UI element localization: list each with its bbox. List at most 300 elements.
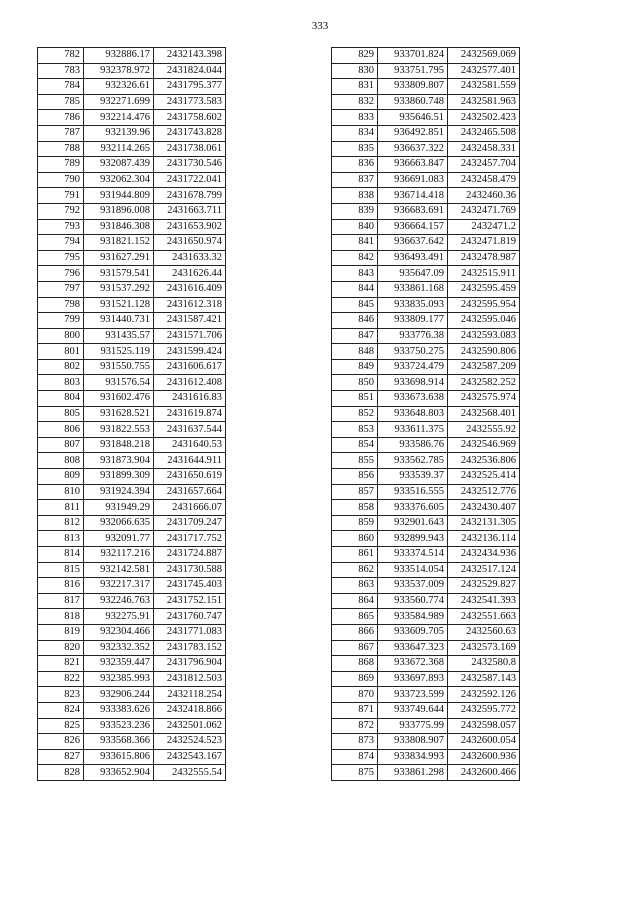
y-coordinate-cell: 2431644.911	[154, 453, 226, 469]
table-row	[38, 469, 226, 485]
y-coordinate-cell: 2431824.044	[154, 63, 226, 79]
point-number-cell: 824	[38, 702, 84, 718]
table-row	[38, 406, 226, 422]
y-coordinate-cell: 2432418.866	[154, 702, 226, 718]
y-coordinate-cell: 2431666.07	[154, 500, 226, 516]
point-number-cell: 831	[332, 79, 378, 95]
x-coordinate-cell: 933673.638	[378, 391, 448, 407]
y-coordinate-cell: 2432529.827	[448, 578, 520, 594]
table-row	[38, 593, 226, 609]
point-number-cell: 834	[332, 125, 378, 141]
table-row	[38, 640, 226, 656]
table-row	[38, 453, 226, 469]
y-coordinate-cell: 2432573.169	[448, 640, 520, 656]
table-row	[38, 624, 226, 640]
point-number-cell: 852	[332, 406, 378, 422]
table-row	[38, 266, 226, 282]
table-row	[38, 765, 226, 781]
y-coordinate-cell: 2432546.969	[448, 437, 520, 453]
table-row	[38, 391, 226, 407]
point-number-cell: 848	[332, 344, 378, 360]
table-row	[38, 297, 226, 313]
x-coordinate-cell: 932214.476	[84, 110, 154, 126]
x-coordinate-cell: 932275.91	[84, 609, 154, 625]
x-coordinate-cell: 931821.152	[84, 235, 154, 251]
x-coordinate-cell: 935647.09	[378, 266, 448, 282]
point-number-cell: 842	[332, 250, 378, 266]
table-row	[38, 157, 226, 173]
x-coordinate-cell: 932246.763	[84, 593, 154, 609]
point-number-cell: 806	[38, 422, 84, 438]
x-coordinate-cell: 933609.705	[378, 624, 448, 640]
y-coordinate-cell: 2431619.874	[154, 406, 226, 422]
x-coordinate-cell: 933537.009	[378, 578, 448, 594]
point-number-cell: 793	[38, 219, 84, 235]
y-coordinate-cell: 2431599.424	[154, 344, 226, 360]
x-coordinate-cell: 936493.491	[378, 250, 448, 266]
y-coordinate-cell: 2432458.331	[448, 141, 520, 157]
x-coordinate-cell: 931944.809	[84, 188, 154, 204]
y-coordinate-cell: 2432457.704	[448, 157, 520, 173]
table-row	[332, 749, 520, 765]
x-coordinate-cell: 933568.366	[84, 734, 154, 750]
y-coordinate-cell: 2432430.407	[448, 500, 520, 516]
point-number-cell: 843	[332, 266, 378, 282]
table-row	[332, 391, 520, 407]
table-row	[332, 562, 520, 578]
x-coordinate-cell: 931521.128	[84, 297, 154, 313]
x-coordinate-cell: 932087.439	[84, 157, 154, 173]
table-row	[38, 578, 226, 594]
point-number-cell: 862	[332, 562, 378, 578]
point-number-cell: 792	[38, 203, 84, 219]
table-row	[38, 515, 226, 531]
y-coordinate-cell: 2431612.318	[154, 297, 226, 313]
point-number-cell: 860	[332, 531, 378, 547]
point-number-cell: 856	[332, 469, 378, 485]
point-number-cell: 870	[332, 687, 378, 703]
x-coordinate-cell: 933808.907	[378, 734, 448, 750]
table-row	[38, 344, 226, 360]
table-row	[38, 359, 226, 375]
y-coordinate-cell: 2431743.828	[154, 125, 226, 141]
x-coordinate-cell: 932062.304	[84, 172, 154, 188]
table-row	[332, 422, 520, 438]
x-coordinate-cell: 932385.993	[84, 671, 154, 687]
table-row	[332, 328, 520, 344]
y-coordinate-cell: 2432131.305	[448, 515, 520, 531]
coordinates-table-left	[37, 47, 226, 781]
point-number-cell: 827	[38, 749, 84, 765]
y-coordinate-cell: 2431612.408	[154, 375, 226, 391]
y-coordinate-cell: 2432555.92	[448, 422, 520, 438]
x-coordinate-cell: 933751.795	[378, 63, 448, 79]
y-coordinate-cell: 2431616.409	[154, 281, 226, 297]
x-coordinate-cell: 931579.541	[84, 266, 154, 282]
point-number-cell: 794	[38, 235, 84, 251]
point-number-cell: 785	[38, 94, 84, 110]
table-row	[332, 515, 520, 531]
table-row	[38, 313, 226, 329]
y-coordinate-cell: 2432434.936	[448, 547, 520, 563]
x-coordinate-cell: 931627.291	[84, 250, 154, 266]
table-row	[38, 48, 226, 64]
y-coordinate-cell: 2432592.126	[448, 687, 520, 703]
y-coordinate-cell: 2432525.414	[448, 469, 520, 485]
x-coordinate-cell: 933539.37	[378, 469, 448, 485]
y-coordinate-cell: 2432593.083	[448, 328, 520, 344]
table-row	[38, 734, 226, 750]
y-coordinate-cell: 2431663.711	[154, 203, 226, 219]
y-coordinate-cell: 2431653.902	[154, 219, 226, 235]
y-coordinate-cell: 2431626.44	[154, 266, 226, 282]
table-row	[38, 702, 226, 718]
y-coordinate-cell: 2432595.459	[448, 281, 520, 297]
table-row	[332, 531, 520, 547]
point-number-cell: 782	[38, 48, 84, 64]
table-row	[38, 749, 226, 765]
x-coordinate-cell: 933383.626	[84, 702, 154, 718]
x-coordinate-cell: 931949.29	[84, 500, 154, 516]
point-number-cell: 858	[332, 500, 378, 516]
point-number-cell: 788	[38, 141, 84, 157]
x-coordinate-cell: 932899.943	[378, 531, 448, 547]
x-coordinate-cell: 932217.317	[84, 578, 154, 594]
x-coordinate-cell: 931550.755	[84, 359, 154, 375]
y-coordinate-cell: 2432512.776	[448, 484, 520, 500]
point-number-cell: 807	[38, 437, 84, 453]
y-coordinate-cell: 2432587.143	[448, 671, 520, 687]
point-number-cell: 811	[38, 500, 84, 516]
x-coordinate-cell: 933697.893	[378, 671, 448, 687]
point-number-cell: 798	[38, 297, 84, 313]
point-number-cell: 790	[38, 172, 84, 188]
y-coordinate-cell: 2431717.752	[154, 531, 226, 547]
point-number-cell: 800	[38, 328, 84, 344]
table-row	[332, 656, 520, 672]
y-coordinate-cell: 2432551.663	[448, 609, 520, 625]
point-number-cell: 787	[38, 125, 84, 141]
y-coordinate-cell: 2432543.167	[154, 749, 226, 765]
x-coordinate-cell: 932271.699	[84, 94, 154, 110]
x-coordinate-cell: 932886.17	[84, 48, 154, 64]
point-number-cell: 801	[38, 344, 84, 360]
x-coordinate-cell: 932901.643	[378, 515, 448, 531]
x-coordinate-cell: 933647.323	[378, 640, 448, 656]
point-number-cell: 855	[332, 453, 378, 469]
point-number-cell: 864	[332, 593, 378, 609]
x-coordinate-cell: 931525.119	[84, 344, 154, 360]
x-coordinate-cell: 933648.803	[378, 406, 448, 422]
x-coordinate-cell: 932066.635	[84, 515, 154, 531]
x-coordinate-cell: 932378.972	[84, 63, 154, 79]
table-row	[38, 110, 226, 126]
table-row	[332, 359, 520, 375]
x-coordinate-cell: 933861.168	[378, 281, 448, 297]
table-row	[38, 235, 226, 251]
table-row	[38, 547, 226, 563]
point-number-cell: 840	[332, 219, 378, 235]
y-coordinate-cell: 2432465.508	[448, 125, 520, 141]
x-coordinate-cell: 933750.275	[378, 344, 448, 360]
y-coordinate-cell: 2431678.799	[154, 188, 226, 204]
point-number-cell: 851	[332, 391, 378, 407]
table-row	[332, 235, 520, 251]
point-number-cell: 814	[38, 547, 84, 563]
point-number-cell: 799	[38, 313, 84, 329]
table-row	[332, 79, 520, 95]
point-number-cell: 859	[332, 515, 378, 531]
page-number: 333	[311, 20, 329, 32]
table-row	[332, 453, 520, 469]
y-coordinate-cell: 2431730.546	[154, 157, 226, 173]
point-number-cell: 874	[332, 749, 378, 765]
table-row	[38, 188, 226, 204]
x-coordinate-cell: 931435.57	[84, 328, 154, 344]
table-row	[38, 281, 226, 297]
y-coordinate-cell: 2432595.046	[448, 313, 520, 329]
point-number-cell: 816	[38, 578, 84, 594]
y-coordinate-cell: 2431730.588	[154, 562, 226, 578]
y-coordinate-cell: 2432590.806	[448, 344, 520, 360]
point-number-cell: 825	[38, 718, 84, 734]
x-coordinate-cell: 936637.322	[378, 141, 448, 157]
y-coordinate-cell: 2432471.2	[448, 219, 520, 235]
point-number-cell: 854	[332, 437, 378, 453]
y-coordinate-cell: 2431752.151	[154, 593, 226, 609]
table-row	[332, 437, 520, 453]
table-row	[332, 344, 520, 360]
point-number-cell: 797	[38, 281, 84, 297]
x-coordinate-cell: 932326.61	[84, 79, 154, 95]
y-coordinate-cell: 2431771.083	[154, 624, 226, 640]
x-coordinate-cell: 931628.521	[84, 406, 154, 422]
table-row	[332, 687, 520, 703]
y-coordinate-cell: 2432471.819	[448, 235, 520, 251]
point-number-cell: 826	[38, 734, 84, 750]
table-row	[38, 94, 226, 110]
x-coordinate-cell: 936492.851	[378, 125, 448, 141]
point-number-cell: 810	[38, 484, 84, 500]
y-coordinate-cell: 2432595.954	[448, 297, 520, 313]
table-row	[332, 281, 520, 297]
point-number-cell: 796	[38, 266, 84, 282]
table-row	[332, 734, 520, 750]
x-coordinate-cell: 933775.99	[378, 718, 448, 734]
x-coordinate-cell: 933374.514	[378, 547, 448, 563]
x-coordinate-cell: 936664.157	[378, 219, 448, 235]
table-row	[38, 203, 226, 219]
y-coordinate-cell: 2432600.054	[448, 734, 520, 750]
y-coordinate-cell: 2431812.503	[154, 671, 226, 687]
y-coordinate-cell: 2431637.544	[154, 422, 226, 438]
table-row	[332, 500, 520, 516]
table-row	[332, 219, 520, 235]
y-coordinate-cell: 2432517.124	[448, 562, 520, 578]
y-coordinate-cell: 2432575.974	[448, 391, 520, 407]
x-coordinate-cell: 931602.476	[84, 391, 154, 407]
point-number-cell: 857	[332, 484, 378, 500]
point-number-cell: 795	[38, 250, 84, 266]
table-row	[38, 437, 226, 453]
x-coordinate-cell: 933809.177	[378, 313, 448, 329]
y-coordinate-cell: 2431650.619	[154, 469, 226, 485]
point-number-cell: 809	[38, 469, 84, 485]
coordinates-table-right	[331, 47, 520, 781]
table-row	[38, 141, 226, 157]
table-row	[38, 250, 226, 266]
y-coordinate-cell: 2432471.769	[448, 203, 520, 219]
y-coordinate-cell: 2432118.254	[154, 687, 226, 703]
x-coordinate-cell: 935646.51	[378, 110, 448, 126]
table-row	[332, 624, 520, 640]
x-coordinate-cell: 933724.479	[378, 359, 448, 375]
point-number-cell: 875	[332, 765, 378, 781]
y-coordinate-cell: 2432478.987	[448, 250, 520, 266]
x-coordinate-cell: 933723.599	[378, 687, 448, 703]
table-row	[38, 531, 226, 547]
point-number-cell: 820	[38, 640, 84, 656]
x-coordinate-cell: 933809.807	[378, 79, 448, 95]
table-row	[332, 702, 520, 718]
table-row	[332, 94, 520, 110]
x-coordinate-cell: 931846.308	[84, 219, 154, 235]
x-coordinate-cell: 933516.555	[378, 484, 448, 500]
table-row	[332, 188, 520, 204]
x-coordinate-cell: 933523.236	[84, 718, 154, 734]
y-coordinate-cell: 2432600.466	[448, 765, 520, 781]
x-coordinate-cell: 932114.265	[84, 141, 154, 157]
point-number-cell: 837	[332, 172, 378, 188]
x-coordinate-cell: 931924.394	[84, 484, 154, 500]
y-coordinate-cell: 2431760.747	[154, 609, 226, 625]
x-coordinate-cell: 932142.581	[84, 562, 154, 578]
y-coordinate-cell: 2432524.523	[154, 734, 226, 750]
y-coordinate-cell: 2431587.421	[154, 313, 226, 329]
table-row	[38, 484, 226, 500]
point-number-cell: 832	[332, 94, 378, 110]
y-coordinate-cell: 2431738.061	[154, 141, 226, 157]
point-number-cell: 866	[332, 624, 378, 640]
point-number-cell: 791	[38, 188, 84, 204]
point-number-cell: 835	[332, 141, 378, 157]
table-row	[38, 609, 226, 625]
table-row	[332, 172, 520, 188]
point-number-cell: 819	[38, 624, 84, 640]
point-number-cell: 783	[38, 63, 84, 79]
table-row	[332, 609, 520, 625]
table-row	[332, 718, 520, 734]
x-coordinate-cell: 933776.38	[378, 328, 448, 344]
y-coordinate-cell: 2431758.602	[154, 110, 226, 126]
x-coordinate-cell: 933615.806	[84, 749, 154, 765]
x-coordinate-cell: 931440.731	[84, 313, 154, 329]
y-coordinate-cell: 2432458.479	[448, 172, 520, 188]
table-row	[332, 266, 520, 282]
y-coordinate-cell: 2431724.887	[154, 547, 226, 563]
point-number-cell: 845	[332, 297, 378, 313]
x-coordinate-cell: 932332.352	[84, 640, 154, 656]
x-coordinate-cell: 936683.691	[378, 203, 448, 219]
x-coordinate-cell: 932906.244	[84, 687, 154, 703]
y-coordinate-cell: 2431722.041	[154, 172, 226, 188]
table-row	[38, 687, 226, 703]
point-number-cell: 869	[332, 671, 378, 687]
y-coordinate-cell: 2432587.209	[448, 359, 520, 375]
y-coordinate-cell: 2432143.398	[154, 48, 226, 64]
point-number-cell: 849	[332, 359, 378, 375]
y-coordinate-cell: 2432595.772	[448, 702, 520, 718]
x-coordinate-cell: 931873.904	[84, 453, 154, 469]
y-coordinate-cell: 2431616.83	[154, 391, 226, 407]
table-row	[332, 297, 520, 313]
x-coordinate-cell: 933652.904	[84, 765, 154, 781]
x-coordinate-cell: 933834.993	[378, 749, 448, 765]
table-row	[38, 500, 226, 516]
table-row	[332, 63, 520, 79]
y-coordinate-cell: 2432460.36	[448, 188, 520, 204]
y-coordinate-cell: 2432502.423	[448, 110, 520, 126]
y-coordinate-cell: 2432560.63	[448, 624, 520, 640]
table-row	[332, 157, 520, 173]
table-row	[332, 484, 520, 500]
point-number-cell: 872	[332, 718, 378, 734]
point-number-cell: 817	[38, 593, 84, 609]
x-coordinate-cell: 933860.748	[378, 94, 448, 110]
x-coordinate-cell: 936637.642	[378, 235, 448, 251]
table-row	[38, 219, 226, 235]
y-coordinate-cell: 2431773.583	[154, 94, 226, 110]
point-number-cell: 812	[38, 515, 84, 531]
y-coordinate-cell: 2432569.069	[448, 48, 520, 64]
point-number-cell: 836	[332, 157, 378, 173]
table-row	[38, 125, 226, 141]
y-coordinate-cell: 2432536.806	[448, 453, 520, 469]
point-number-cell: 813	[38, 531, 84, 547]
y-coordinate-cell: 2431796.904	[154, 656, 226, 672]
y-coordinate-cell: 2431709.247	[154, 515, 226, 531]
y-coordinate-cell: 2431571.706	[154, 328, 226, 344]
x-coordinate-cell: 933562.785	[378, 453, 448, 469]
table-row	[332, 640, 520, 656]
point-number-cell: 871	[332, 702, 378, 718]
point-number-cell: 850	[332, 375, 378, 391]
table-row	[38, 671, 226, 687]
table-row	[332, 406, 520, 422]
x-coordinate-cell: 933611.375	[378, 422, 448, 438]
y-coordinate-cell: 2432501.062	[154, 718, 226, 734]
y-coordinate-cell: 2431783.152	[154, 640, 226, 656]
point-number-cell: 839	[332, 203, 378, 219]
point-number-cell: 865	[332, 609, 378, 625]
y-coordinate-cell: 2431795.377	[154, 79, 226, 95]
x-coordinate-cell: 932359.447	[84, 656, 154, 672]
y-coordinate-cell: 2432136.114	[448, 531, 520, 547]
point-number-cell: 823	[38, 687, 84, 703]
x-coordinate-cell: 931822.553	[84, 422, 154, 438]
point-number-cell: 868	[332, 656, 378, 672]
point-number-cell: 815	[38, 562, 84, 578]
x-coordinate-cell: 933861.298	[378, 765, 448, 781]
point-number-cell: 821	[38, 656, 84, 672]
y-coordinate-cell: 2432582.252	[448, 375, 520, 391]
point-number-cell: 841	[332, 235, 378, 251]
x-coordinate-cell: 933749.644	[378, 702, 448, 718]
point-number-cell: 853	[332, 422, 378, 438]
table-row	[38, 328, 226, 344]
table-row	[332, 141, 520, 157]
table-row	[332, 765, 520, 781]
